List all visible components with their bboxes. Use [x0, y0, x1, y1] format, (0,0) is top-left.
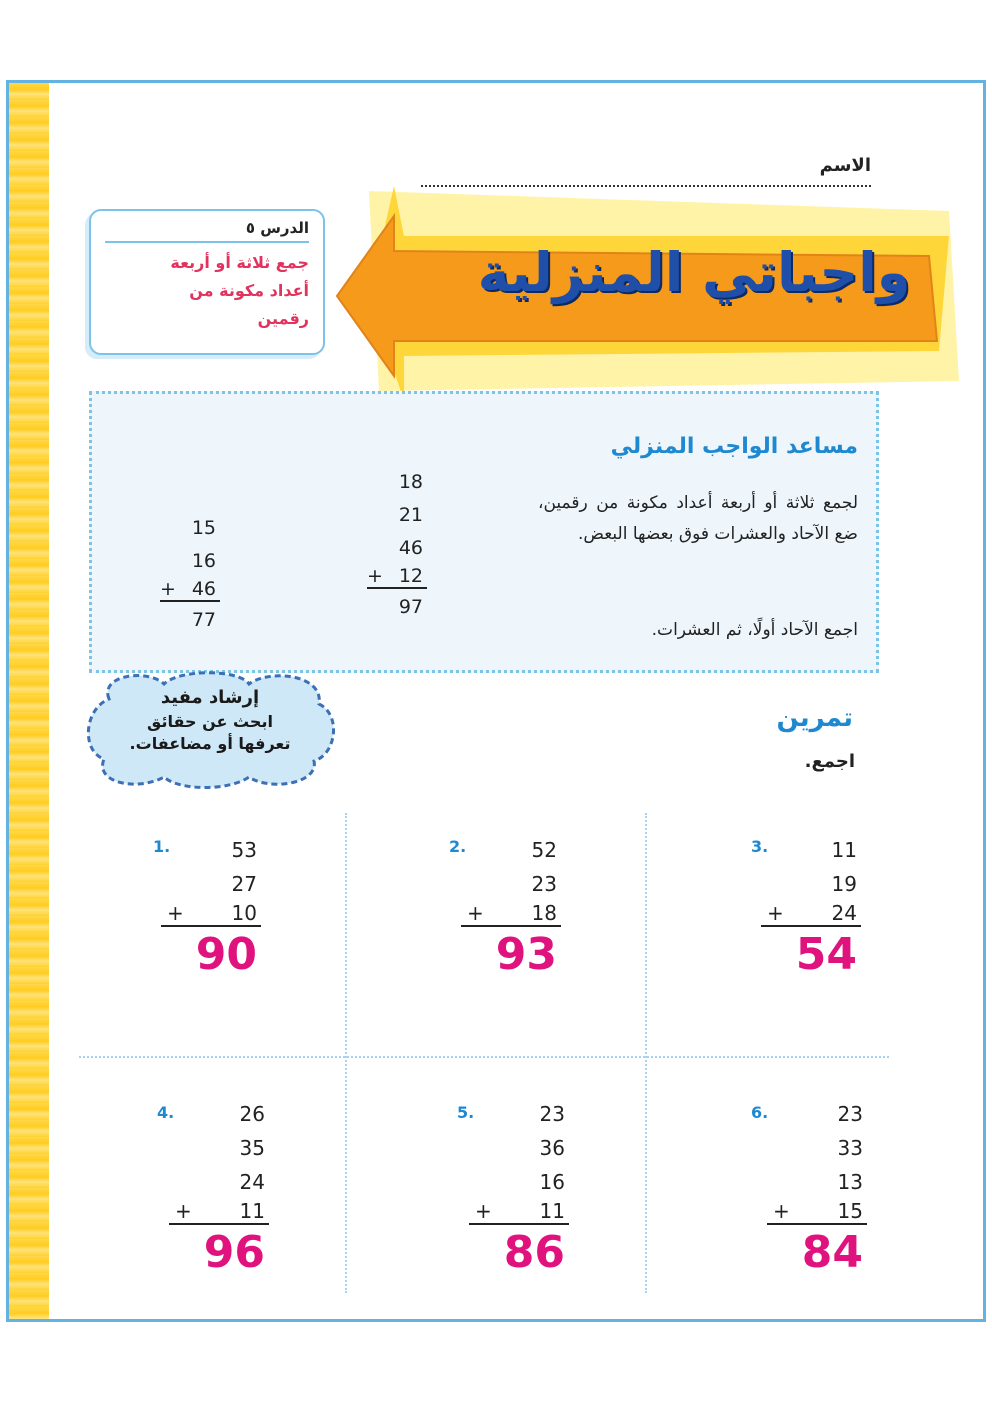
- worksheet-page: [6, 80, 986, 1322]
- example-sum: 97: [398, 596, 423, 618]
- grid-divider: [345, 813, 347, 1293]
- exercise-label: 3.: [751, 837, 769, 856]
- addend-row: + 11: [469, 1199, 569, 1225]
- example-problem-a: 18 21 46 + 12 97: [367, 466, 427, 625]
- exercise-label: 5.: [457, 1103, 475, 1122]
- plus-sign: +: [167, 901, 184, 925]
- exercise-1: 53 27 + 10 90: [161, 833, 261, 983]
- answer: 54: [795, 929, 857, 980]
- exercise-label: 1.: [153, 837, 171, 856]
- plus-sign: +: [767, 901, 784, 925]
- plus-sign: +: [467, 901, 484, 925]
- grid-divider: [79, 1056, 889, 1058]
- lesson-number: الدرس ٥: [105, 219, 309, 243]
- page-title: واجباتي المنزلية: [477, 241, 911, 304]
- exercise-3: 11 19 + 24 54: [761, 833, 861, 983]
- hint-title: إرشاد مفيد: [160, 687, 260, 708]
- addend-row: + 18: [461, 901, 561, 927]
- homework-helper-box: [89, 391, 879, 673]
- plus-sign: +: [475, 1199, 492, 1223]
- exercise-4: 26 35 24 + 11 96: [169, 1097, 269, 1281]
- exercise-6: 23 33 13 + 15 84: [767, 1097, 867, 1281]
- plus-sign: +: [367, 565, 383, 587]
- addend-row: + 10: [161, 901, 261, 927]
- lesson-title-line: أعداد مكونة من: [189, 281, 309, 300]
- plus-sign: +: [175, 1199, 192, 1223]
- addend-row: + 24: [761, 901, 861, 927]
- practice-heading: تمرين: [776, 703, 853, 733]
- answer: 86: [503, 1227, 565, 1278]
- practice-instruction: اجمع.: [804, 751, 855, 772]
- exercise-2: 52 23 + 18 93: [461, 833, 561, 983]
- lesson-title-line: جمع ثلاثة أو أربعة: [170, 253, 309, 272]
- addend-row: + 11: [169, 1199, 269, 1225]
- addend-row: + 46: [160, 578, 220, 602]
- yellow-edge-strip: [9, 83, 49, 1319]
- hint-body: ابحث عن حقائق تعرفها أو مضاعفات.: [129, 712, 291, 753]
- answer: 90: [195, 929, 257, 980]
- addend-row: + 15: [767, 1199, 867, 1225]
- lesson-title: [105, 249, 309, 333]
- answer: 84: [801, 1227, 863, 1278]
- name-label: الاسم: [819, 155, 871, 176]
- helper-paragraph: لجمع ثلاثة أو أربعة أعداد مكونة من رقمين، ضع الآحاد والعشرات فوق بعضها البعض.: [538, 493, 858, 544]
- lesson-title-line: رقمين: [257, 309, 309, 328]
- example-problem-b: 15 16 + 46 77: [160, 512, 220, 638]
- helper-paragraph: اجمع الآحاد أولًا، ثم العشرات.: [651, 620, 858, 640]
- exercise-label: 4.: [157, 1103, 175, 1122]
- exercise-label: 2.: [449, 837, 467, 856]
- lesson-card: [89, 209, 325, 355]
- helper-heading: مساعد الواجب المنزلي: [610, 434, 858, 459]
- exercise-label: 6.: [751, 1103, 769, 1122]
- answer: 93: [495, 929, 557, 980]
- exercise-5: 23 36 16 + 11 86: [469, 1097, 569, 1281]
- addend-row: + 12: [367, 565, 427, 589]
- answer: 96: [203, 1227, 265, 1278]
- plus-sign: +: [160, 578, 176, 600]
- grid-divider: [645, 813, 647, 1293]
- example-sum: 77: [191, 609, 216, 631]
- plus-sign: +: [773, 1199, 790, 1223]
